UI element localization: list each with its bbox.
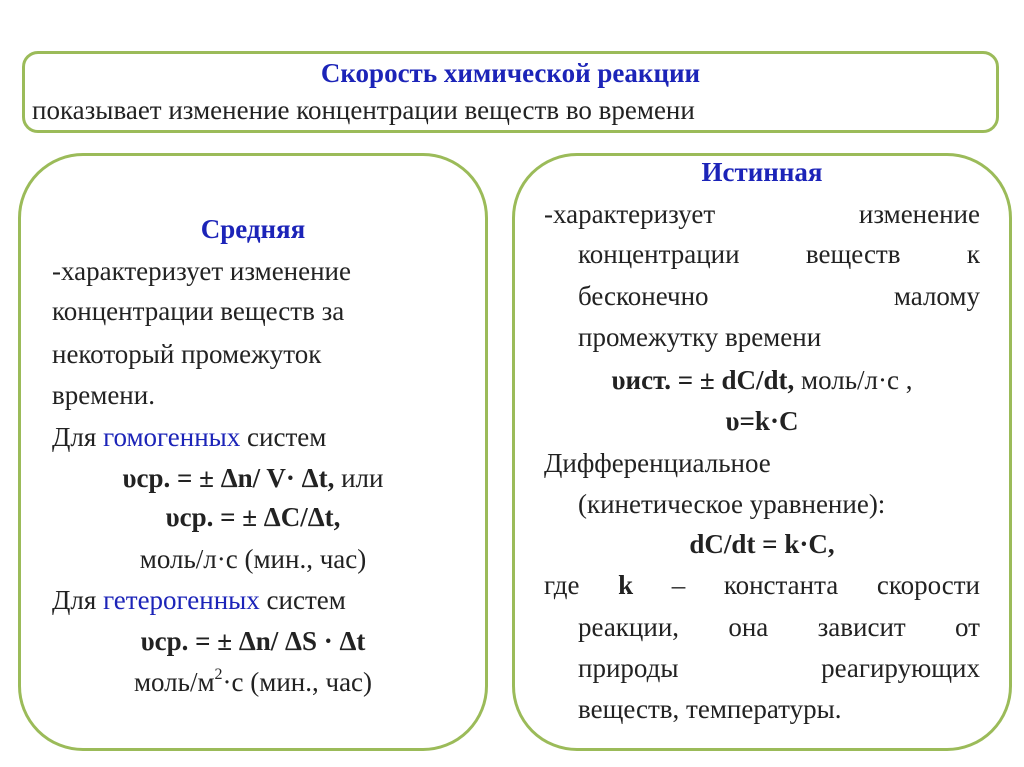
heterogeneous-term: гетерогенных [103, 585, 260, 615]
page-subtitle: показывает изменение концентрации веществ во времени [32, 95, 695, 125]
true-desc-line: бесконечно малому [578, 281, 980, 311]
average-desc-line: времени. [52, 380, 155, 410]
constant-desc-line: веществ, температуры. [578, 694, 842, 724]
average-desc-line: концентрации веществ за [52, 296, 345, 326]
true-desc-line: концентрации веществ к [578, 239, 980, 269]
homogeneous-term: гомогенных [103, 422, 241, 452]
true-desc-line: промежутку времени [578, 322, 822, 352]
average-heading: Средняя [200, 214, 306, 244]
heterogeneous-label: Для гетерогенных систем [52, 585, 346, 615]
average-desc-line: некоторый промежуток [52, 339, 322, 369]
constant-desc-line: где k – константа скорости [544, 570, 980, 600]
homogeneous-units: моль/л·с (мин., час) [139, 544, 367, 574]
constant-desc-line: природы реагирующих [578, 653, 980, 683]
homogeneous-formula-1: υср. = ± Δn/ V· Δt, или [122, 463, 384, 493]
rate-law-formula: υ=k·C [725, 406, 799, 436]
constant-desc-line: реакции, она зависит от [578, 612, 980, 642]
differential-formula: dC/dt = k·C, [689, 529, 835, 559]
page-title: Скорость химической реакции [320, 58, 701, 88]
differential-label: Дифференциальное [544, 448, 771, 478]
differential-note: (кинетическое уравнение): [578, 489, 886, 519]
heterogeneous-formula: υср. = ± Δn/ ΔS · Δt [140, 626, 366, 656]
true-rate-formula: υист. = ± dC/dt, моль/л·с , [611, 365, 913, 395]
true-desc-line: -характеризует изменение [544, 199, 980, 229]
average-desc-line: -характеризует изменение [52, 256, 351, 286]
true-heading: Истинная [701, 157, 823, 187]
homogeneous-label: Для гомогенных систем [52, 422, 327, 452]
heterogeneous-units: моль/$м^2\cdot с$ (мин., час) [133, 666, 373, 697]
homogeneous-formula-2: υср. = ± ΔC/Δt, [165, 502, 341, 532]
